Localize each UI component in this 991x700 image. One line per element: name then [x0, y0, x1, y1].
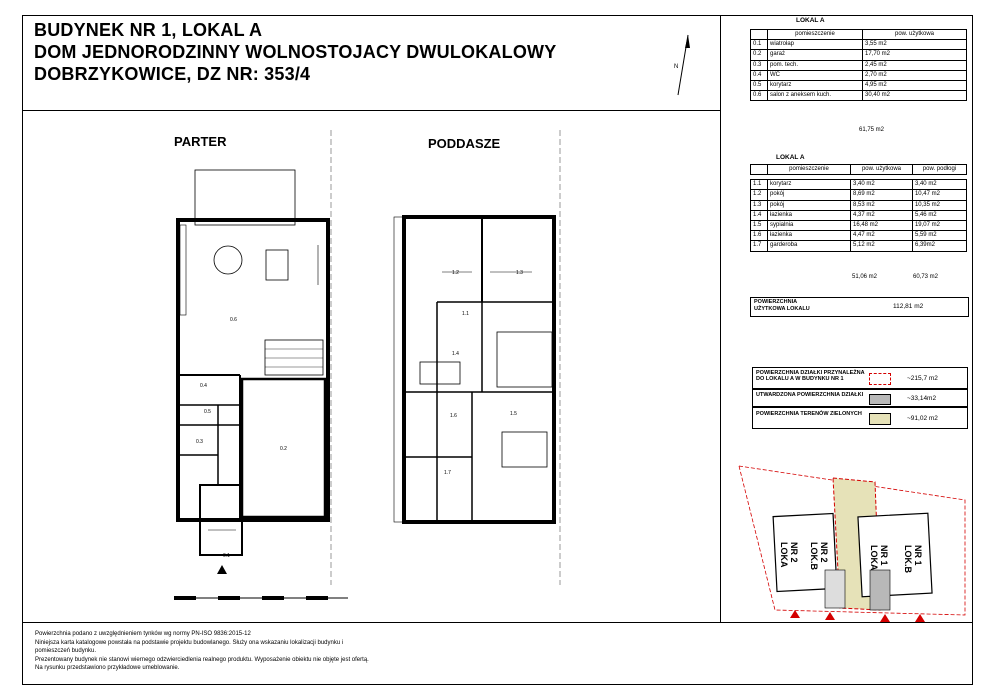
room-name: sypialnia	[768, 220, 851, 230]
notes	[35, 630, 369, 673]
room-area: 4,95 m2	[863, 80, 967, 90]
usable-area-box	[750, 297, 969, 317]
room-label-0-3: 0.3	[196, 439, 203, 445]
floor-area: 19,07 m2	[912, 220, 966, 230]
usable-label-1: POWIERZCHNIA	[754, 299, 798, 305]
room-name: łazienka	[768, 210, 851, 220]
site-lokb-1: LOK.B	[903, 545, 913, 573]
row-number: 1.7	[751, 241, 768, 251]
table-row	[751, 231, 967, 241]
room-name: garaż	[768, 50, 863, 60]
floor-area: 3,40 m2	[912, 180, 966, 190]
site-loka-a: LOKA	[779, 542, 789, 568]
room-name: korytarz	[768, 180, 851, 190]
room-name: salon z aneksem kuch.	[768, 91, 863, 101]
room-label-1-1: 1.1	[462, 311, 469, 317]
table-head: pow. podłogi	[912, 165, 966, 175]
legend-value: ~33,14m2	[907, 395, 937, 402]
row-number: 0.5	[751, 80, 768, 90]
table-row	[751, 70, 967, 80]
row-number: 1.2	[751, 190, 768, 200]
site-nr2-b: NR 2	[819, 542, 829, 563]
table-row	[751, 220, 967, 230]
row-number: 1.1	[751, 180, 768, 190]
table-row	[751, 40, 967, 50]
floor-area: 5,46 m2	[912, 210, 966, 220]
usable-label-2: UŻYTKOWA LOKALU	[754, 306, 810, 312]
note-line: Powierzchnia podano z uwzględnieniem tynków wg normy PN-ISO 9836:2015-12	[35, 631, 251, 637]
legend-value: ~215,7 m2	[907, 375, 938, 382]
legend-row-plot	[752, 367, 968, 389]
row-number: 1.4	[751, 210, 768, 220]
scale-bar	[172, 592, 354, 606]
table-row	[751, 50, 967, 60]
svg-text:N: N	[674, 64, 679, 70]
title-line-3: DOBRZYKOWICE, DZ NR: 353/4	[34, 64, 311, 84]
room-area: 5,12 m2	[851, 241, 913, 251]
legend-swatch-paved	[869, 394, 891, 405]
site-nr1-b: NR 1	[913, 545, 923, 566]
room-area: 8,53 m2	[851, 200, 913, 210]
room-name: pom. tech.	[768, 60, 863, 70]
room-label-1-7: 1.7	[444, 470, 451, 476]
room-label-0-1: 0.1	[223, 553, 230, 559]
table-head: pow. użytkowa	[863, 30, 967, 40]
plan-label-ground: PARTER	[174, 134, 227, 149]
room-area: 3,55 m2	[863, 40, 967, 50]
row-number: 1.3	[751, 200, 768, 210]
table-row	[751, 91, 967, 101]
note-line: Na rysunku przedstawiono przykładowe umeblowanie.	[35, 665, 180, 671]
note-line: Prezentowany budynek nie stanowi wiernego odzwierciedlenia realnego produktu. Wyposażenie obiektu nie objęte jest ofertą.	[35, 656, 369, 663]
legend-label: UTWARDZONA POWIERZCHNIA DZIAŁKI	[756, 392, 864, 398]
note-line: pomieszczeń budynku.	[35, 648, 97, 654]
room-area: 3,40 m2	[851, 180, 913, 190]
ground-floor-plan	[170, 165, 335, 585]
table2-total-use: 51,06 m2	[852, 274, 878, 280]
room-label-0-5: 0.5	[204, 409, 211, 415]
room-area: 17,70 m2	[863, 50, 967, 60]
floor-area: 6,39m2	[912, 241, 966, 251]
room-name: łazienka	[768, 231, 851, 241]
site-lokb-b: LOK.B	[809, 542, 819, 570]
room-label-1-2: 1.2	[452, 270, 459, 276]
room-name: wiatrołap	[768, 40, 863, 50]
room-name: korytarz	[768, 80, 863, 90]
title-line-2: DOM JEDNORODZINNY WOLNOSTOJACY DWULOKALOWY	[34, 42, 557, 62]
plan-label-attic: PODDASZE	[428, 136, 501, 151]
row-number: 0.3	[751, 60, 768, 70]
room-area: 4,37 m2	[851, 210, 913, 220]
usable-value: 112,81 m2	[893, 303, 924, 310]
table-head: pomieszczenie	[768, 30, 863, 40]
legend-swatch-plot	[869, 373, 891, 385]
table-head-blank	[751, 165, 768, 175]
legend-value: ~91,02 m2	[907, 415, 938, 422]
table2-total-floor: 60,73 m2	[913, 274, 939, 280]
table1-title: LOKAL A	[796, 17, 825, 24]
legend-row-paved	[752, 389, 968, 407]
room-label-1-4: 1.4	[452, 351, 459, 357]
site-nr1-a: NR 1	[879, 545, 889, 566]
floor-area: 10,47 m2	[912, 190, 966, 200]
table1-total: 61,75 m2	[859, 127, 885, 133]
room-label-0-4: 0.4	[200, 383, 207, 389]
table-head-blank	[751, 30, 768, 40]
table-head: pomieszczenie	[768, 165, 851, 175]
row-number: 0.2	[751, 50, 768, 60]
room-name: pokój	[768, 190, 851, 200]
room-name: garderoba	[768, 241, 851, 251]
site-plan	[735, 460, 970, 625]
room-label-1-5: 1.5	[510, 411, 517, 417]
site-loka-1: LOKA	[869, 545, 879, 571]
table-row	[751, 210, 967, 220]
room-area: 30,40 m2	[863, 91, 967, 101]
site-nr2-a: NR 2	[789, 542, 799, 563]
row-number: 0.4	[751, 70, 768, 80]
table-row	[751, 190, 967, 200]
room-area: 2,45 m2	[863, 60, 967, 70]
table2-title: LOKAL A	[776, 154, 805, 161]
table-row	[751, 241, 967, 251]
title-line-1: BUDYNEK NR 1, LOKAL A	[34, 20, 263, 40]
room-name: WC	[768, 70, 863, 80]
table-row	[751, 180, 967, 190]
room-area: 2,70 m2	[863, 70, 967, 80]
row-number: 0.1	[751, 40, 768, 50]
legend-label: POWIERZCHNIA TERENÓW ZIELONYCH	[756, 411, 862, 417]
room-label-1-3: 1.3	[516, 270, 523, 276]
row-number: 1.5	[751, 220, 768, 230]
table-attic	[750, 164, 967, 252]
legend-row-green	[752, 407, 968, 429]
room-area: 16,48 m2	[851, 220, 913, 230]
table-row	[751, 60, 967, 70]
room-area: 4,47 m2	[851, 231, 913, 241]
table-head: pow. użytkowa	[851, 165, 913, 175]
room-label-0-2: 0.2	[280, 446, 287, 452]
note-line: Niniejsza karta katalogowe powstała na podstawie projektu budowlanego. Służy ona wskazaniu lokalizacji budynku i	[35, 639, 344, 646]
room-area: 8,69 m2	[851, 190, 913, 200]
divider-vertical	[720, 15, 721, 622]
room-label-0-6: 0.6	[230, 317, 237, 323]
room-name: pokój	[768, 200, 851, 210]
floor-area: 10,35 m2	[912, 200, 966, 210]
row-number: 1.6	[751, 231, 768, 241]
legend-swatch-green	[869, 413, 891, 425]
room-label-1-6: 1.6	[450, 413, 457, 419]
table-row	[751, 200, 967, 210]
attic-plan	[392, 212, 567, 532]
table-ground-floor	[750, 29, 967, 101]
row-number: 0.6	[751, 91, 768, 101]
floor-area: 5,59 m2	[912, 231, 966, 241]
table-row	[751, 80, 967, 90]
legend-label: POWIERZCHNIA DZIAŁKI PRZYNALEŻNA DO LOKALU A W BUDYNKU NR 1	[756, 370, 865, 382]
